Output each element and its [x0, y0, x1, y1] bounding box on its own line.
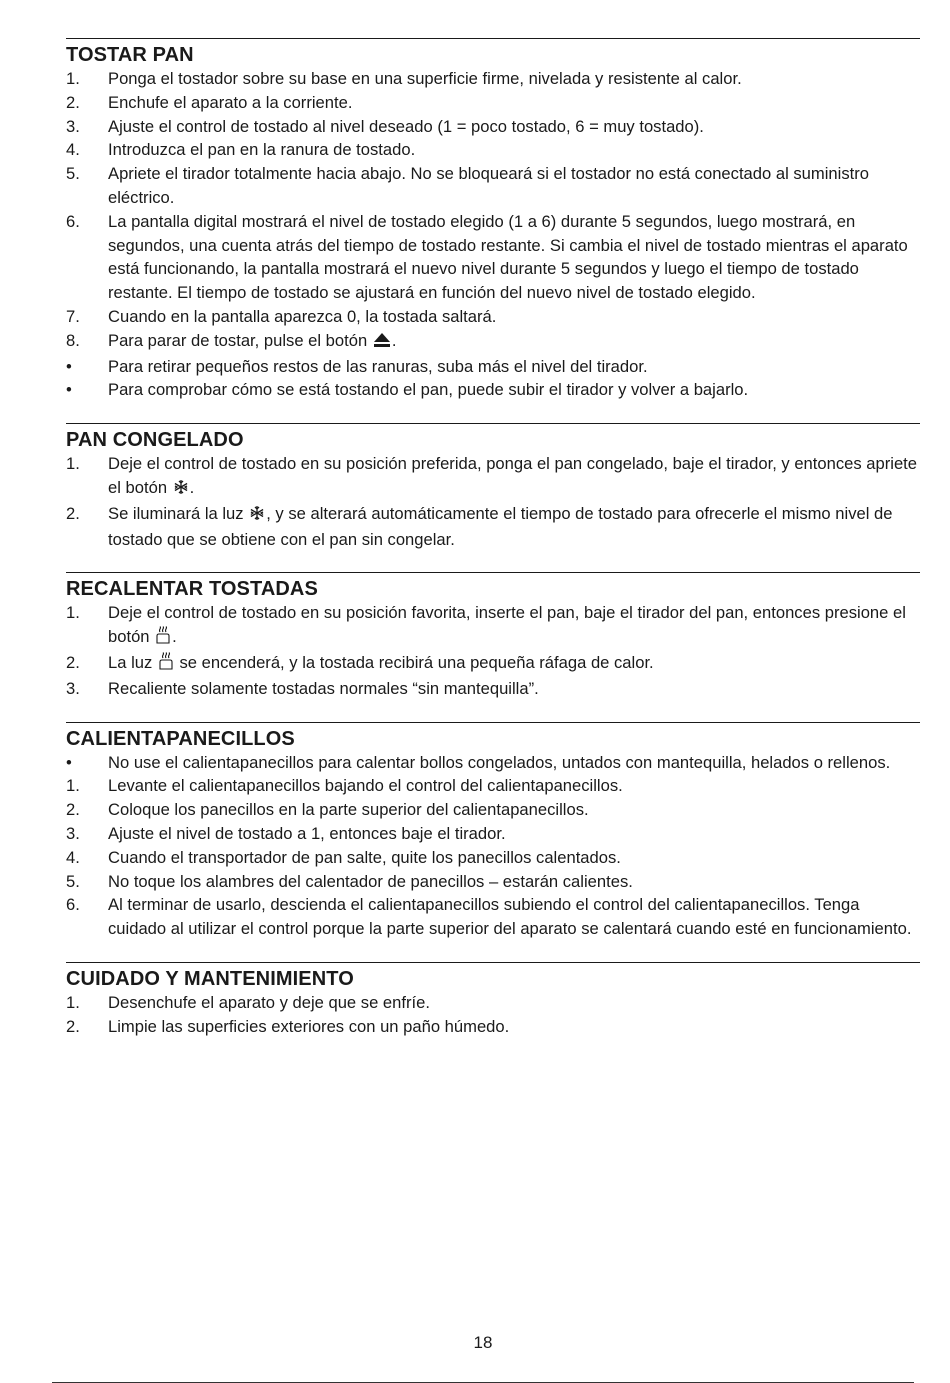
item-text	[108, 329, 920, 355]
eject-icon	[373, 331, 391, 355]
item-text	[108, 651, 920, 677]
instruction-list	[66, 601, 920, 700]
item-text-after: , y se alterará automáticamente el tiempo de tostado para ofrecerle el mismo nivel de tostado que se obtiene con el pan sin congelar.	[108, 503, 893, 549]
section-tostar-pan	[66, 38, 920, 402]
item-text: Para comprobar cómo se está tostando el pan, puede subir el tirador y volver a bajarlo.	[108, 380, 749, 400]
list-item	[66, 305, 920, 329]
list-item	[66, 329, 920, 355]
item-marker: 7.	[66, 306, 80, 326]
instruction-list	[66, 67, 920, 402]
item-text	[108, 601, 920, 651]
item-marker: 2.	[66, 1016, 80, 1036]
item-marker: 2.	[66, 652, 80, 672]
list-item	[66, 115, 920, 139]
item-marker: 4.	[66, 847, 80, 867]
item-text-after: .	[189, 477, 195, 497]
item-text-after: .	[391, 330, 397, 350]
item-marker: •	[66, 752, 72, 772]
list-item	[66, 378, 920, 402]
item-marker: 5.	[66, 164, 80, 184]
item-marker: •	[66, 380, 72, 400]
list-item	[66, 502, 920, 552]
instruction-list	[66, 991, 920, 1039]
page-number: 18	[473, 1333, 493, 1352]
item-text: Recaliente solamente tostadas normales “sin mantequilla”.	[108, 678, 539, 698]
item-marker: 3.	[66, 116, 80, 136]
item-text-after: .	[172, 627, 177, 647]
item-marker: 1.	[66, 69, 80, 88]
list-item	[66, 991, 920, 1015]
item-text: Cuando en la pantalla aparezca 0, la tostada saltará.	[108, 306, 497, 326]
list-item	[66, 355, 920, 379]
list-item	[66, 601, 920, 651]
item-marker: 1.	[66, 992, 80, 1012]
item-text: Limpie las superficies exteriores con un paño húmedo.	[108, 1016, 510, 1036]
section-recalentar-tostadas	[66, 572, 920, 700]
snowflake-icon	[173, 478, 189, 502]
item-marker: 6.	[66, 211, 80, 231]
item-text-before: Se iluminará la luz	[108, 503, 249, 523]
section-title: TOSTAR PAN	[66, 44, 194, 66]
item-marker: 2.	[66, 800, 80, 820]
item-text-after: se encenderá, y la tostada recibirá una pequeña ráfaga de calor.	[174, 652, 654, 672]
item-text: Ajuste el nivel de tostado a 1, entonces baje el tirador.	[108, 823, 506, 843]
section-title: PAN CONGELADO	[66, 429, 244, 452]
list-item	[66, 91, 920, 115]
item-text-before: Para parar de tostar, pulse el botón	[108, 330, 372, 350]
item-text: Levante el calientapanecillos bajando el control del calientapanecillos.	[108, 776, 623, 796]
item-text: Ajuste el control de tostado al nivel deseado (1 = poco tostado, 6 = muy tostado).	[108, 116, 704, 136]
list-item	[66, 774, 920, 798]
list-item	[66, 751, 920, 775]
instruction-list	[66, 751, 920, 941]
item-marker: 3.	[66, 678, 80, 698]
list-item	[66, 210, 920, 305]
item-text: Introduzca el pan en la ranura de tostado.	[108, 140, 416, 160]
item-marker: 8.	[66, 330, 80, 350]
item-marker: 2.	[66, 503, 80, 523]
item-text	[108, 452, 920, 502]
item-text: No use el calientapanecillos para calentar bollos congelados, untados con mantequilla, helados o rellenos.	[108, 752, 891, 772]
item-marker: 1.	[66, 454, 80, 474]
list-item	[66, 822, 920, 846]
list-item	[66, 452, 920, 502]
item-marker: 5.	[66, 871, 80, 891]
list-item	[66, 893, 920, 941]
item-text: No toque los alambres del calentador de panecillos – estarán calientes.	[108, 871, 633, 891]
manual-page	[66, 38, 920, 1060]
list-item	[66, 1015, 920, 1039]
list-item	[66, 67, 920, 91]
item-text: Cuando el transportador de pan salte, quite los panecillos calentados.	[108, 847, 621, 867]
item-text-before: Deje el control de tostado en su posición preferida, ponga el pan congelado, baje el tirador, y entonces apriete el botón	[108, 454, 918, 497]
item-marker: 4.	[66, 140, 80, 160]
item-marker: 3.	[66, 823, 80, 843]
list-item	[66, 677, 920, 701]
section-title: CUIDADO Y MANTENIMIENTO	[66, 967, 354, 990]
item-text: Al terminar de usarlo, descienda el calientapanecillos subiendo el control del calientapanecillos. Tenga cuidado al utilizar el control porque la parte superior del aparato se calentará cuando esté en funcionamiento.	[108, 895, 912, 939]
reheat-icon	[155, 626, 171, 651]
instruction-list	[66, 452, 920, 551]
item-text: Coloque los panecillos en la parte superior del calientapanecillos.	[108, 800, 589, 820]
list-item	[66, 846, 920, 870]
item-text-before: Deje el control de tostado en su posición favorita, inserte el pan, baje el tirador del pan, entonces presione el botón	[108, 603, 906, 647]
item-text: Para retirar pequeños restos de las ranuras, suba más el nivel del tirador.	[108, 356, 648, 376]
list-item	[66, 651, 920, 677]
item-marker: 1.	[66, 603, 80, 623]
section-title: RECALENTAR TOSTADAS	[66, 578, 318, 601]
item-marker: 6.	[66, 895, 80, 915]
item-marker: 2.	[66, 92, 80, 112]
section-pan-congelado	[66, 423, 920, 551]
reheat-icon	[158, 652, 174, 677]
item-text: La pantalla digital mostrará el nivel de tostado elegido (1 a 6) durante 5 segundos, luego mostrará, en segundos, una cuenta atrás del tiempo de tostado restante. Si cambia el nivel de tostado mientras el aparato está funcionando, la pantalla mostrará el nuevo nivel durante 5 segundos y luego el tiempo de tostado restante. El tiempo de tostado se ajustará en función del nuevo nivel de tostado elegido.	[108, 211, 908, 303]
list-item	[66, 138, 920, 162]
item-text	[108, 502, 920, 552]
section-cuidado-mantenimiento	[66, 962, 920, 1039]
item-text-before: La luz	[108, 652, 157, 672]
list-item	[66, 870, 920, 894]
list-item	[66, 798, 920, 822]
item-text: Desenchufe el aparato y deje que se enfríe.	[108, 992, 430, 1012]
item-text: Ponga el tostador sobre su base en una superficie firme, nivelada y resistente al calor.	[108, 69, 742, 88]
item-marker: •	[66, 356, 72, 376]
list-item	[66, 162, 920, 210]
item-marker: 1.	[66, 776, 80, 796]
item-text: Enchufe el aparato a la corriente.	[108, 92, 353, 112]
item-text: Apriete el tirador totalmente hacia abajo. No se bloqueará si el tostador no está conectado al suministro eléctrico.	[108, 164, 869, 207]
snowflake-icon	[249, 504, 265, 528]
section-title: CALIENTAPANECILLOS	[66, 727, 295, 750]
section-calientapanecillos	[66, 722, 920, 941]
